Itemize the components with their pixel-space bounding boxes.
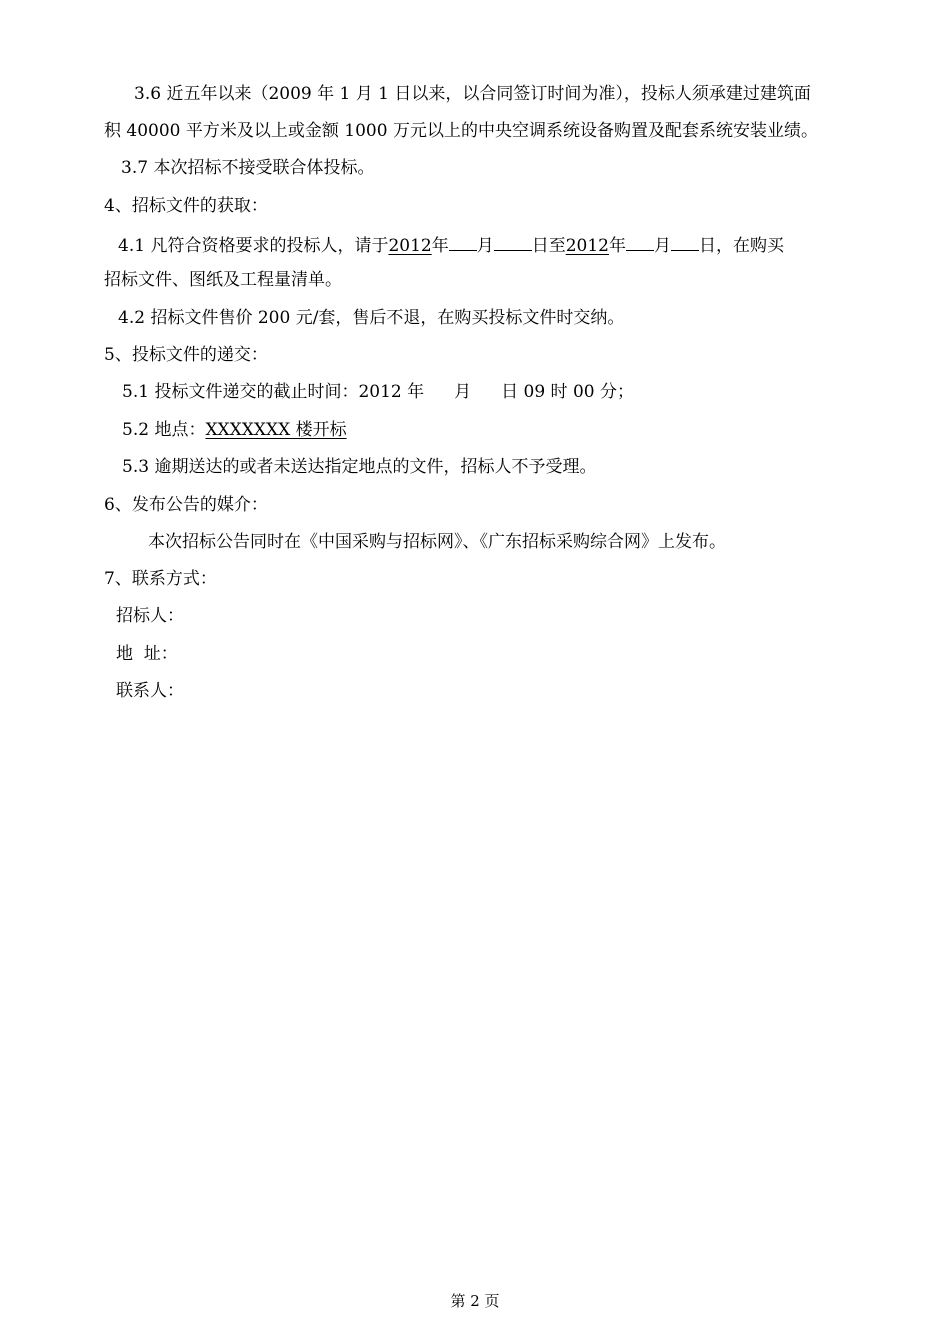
page-number: 第 2 页 [450,1292,500,1310]
item-5-1 [122,380,634,404]
section-6-heading: 6、发布公告的媒介： [104,495,268,515]
item-3-6-line2: 积 40000 平方米及以上或金额 1000 万元以上的中央空调系统设备购置及配套系统安装业绩。 [104,121,818,141]
section-5-heading: 5、投标文件的递交： [104,345,268,365]
item-5-3: 5.3 逾期送达的或者未送达指定地点的文件，招标人不予受理。 [122,457,597,477]
year-label-2: 年 [608,236,626,256]
item-5-1-rest: 日 09 时 00 分； [501,382,634,402]
item-4-1-line1 [118,231,784,255]
item-3-7: 3.7 本次招标不接受联合体投标。 [121,158,375,178]
section-7-heading: 7、联系方式： [104,569,217,589]
section-6-body: 本次招标公告同时在《中国采购与招标网》、《广东招标采购综合网》上发布。 [148,532,726,552]
month-label-1: 月 [476,236,494,256]
registration-start-year: 2012 [388,236,432,256]
end-day-blank [671,231,699,251]
end-month-blank [626,231,654,251]
contact-address-label: 地 址： [116,644,178,664]
item-3-6-line1: 3.6 近五年以来（2009 年 1 月 1 日以来，以合同签订时间为准），投标人须承建过建筑面 [134,84,811,104]
month-label-2: 月 [653,236,671,256]
contact-person-label: 联系人： [116,681,184,701]
bid-opening-location: XXXXXXX 楼开标 [205,420,347,440]
start-day-blank [494,231,532,251]
item-5-1-month: 月 [454,382,472,402]
item-4-2: 4.2 招标文件售价 200 元/套，售后不退，在购买投标文件时交纳。 [118,308,625,328]
item-4-1-prefix: 4.1 凡符合资格要求的投标人，请于 [118,236,389,256]
item-5-1-prefix: 5.1 投标文件递交的截止时间：2012 年 [122,382,425,402]
start-month-blank [449,231,477,251]
year-label-1: 年 [431,236,449,256]
registration-end-year: 2012 [565,236,609,256]
contact-tenderer-label: 招标人： [116,606,184,626]
day-label-1: 日至 [531,236,566,256]
item-5-2-prefix: 5.2 地点： [122,420,206,440]
item-5-2 [122,418,347,442]
section-4-heading: 4、招标文件的获取： [104,196,268,216]
item-4-1-line2: 招标文件、图纸及工程量清单。 [104,270,342,290]
day-label-2: 日，在购买 [698,236,784,256]
